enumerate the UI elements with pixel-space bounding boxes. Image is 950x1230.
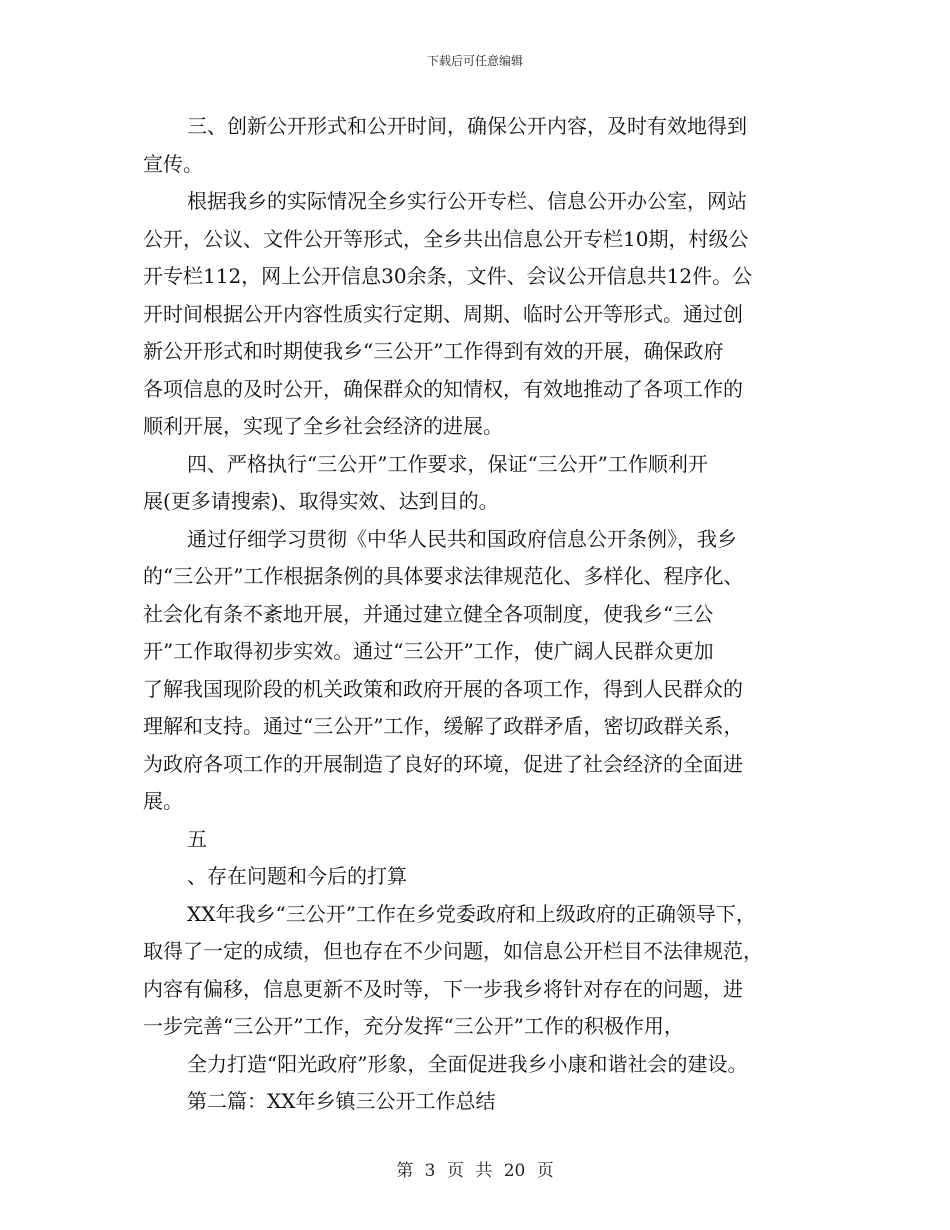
text-line: 通过仔细学习贯彻《中华人民共和国政府信息公开条例》，我乡	[187, 526, 737, 551]
text-line: 五	[187, 826, 207, 851]
text-line: 的“三公开”工作根据条例的具体要求法律规范化、多样化、程序化、	[143, 564, 744, 588]
text-line: 各项信息的及时公开，确保群众的知情权，有效地推动了各项工作的	[143, 376, 743, 401]
text-line: 了解我国现阶段的机关政策和政府开展的各项工作，得到人民群众的	[143, 676, 743, 701]
text-line: 三、创新公开形式和公开时间，确保公开内容，及时有效地得到	[187, 114, 747, 138]
page-footer: 第 3 页 共 20 页	[396, 1161, 554, 1181]
page-header: 下载后可任意编辑	[426, 54, 523, 68]
text-line: XX年我乡“三公开”工作在乡党委政府和上级政府的正确领导下，	[187, 901, 756, 926]
text-line: 展(更多请搜索)、取得实效、达到目的。	[143, 489, 499, 513]
document-body	[143, 108, 811, 1121]
text-line: 、存在问题和今后的打算	[187, 864, 407, 888]
text-line: 开专栏112，网上公开信息30余条，文件、会议公开信息共12件。公	[143, 264, 753, 288]
text-line: 新公开形式和时期使我乡“三公开”工作得到有效的开展，确保政府	[143, 339, 724, 363]
text-line: 取得了一定的成绩，但也存在不少问题，如信息公开栏目不法律规范，	[143, 939, 763, 963]
text-line: 全力打造“阳光政府”形象，全面促进我乡小康和谐社会的建设。	[187, 1051, 748, 1076]
text-line: 根据我乡的实际情况全乡实行公开专栏、信息公开办公室，网站	[187, 189, 747, 213]
text-line: 顺利开展，实现了全乡社会经济的进展。	[143, 414, 503, 438]
text-line: 社会化有条不紊地开展，并通过建立健全各项制度，使我乡“三公	[143, 601, 714, 626]
text-line: 开时间根据公开内容性质实行定期、周期、临时公开等形式。通过创	[143, 301, 743, 326]
text-line: 理解和支持。通过“三公开”工作，缓解了政群矛盾，密切政群关系，	[143, 714, 744, 738]
text-line: 宣传。	[143, 151, 203, 176]
text-line: 四、严格执行“三公开”工作要求，保证“三公开”工作顺利开	[187, 451, 708, 476]
text-line: 展。	[143, 789, 183, 813]
text-line: 一步完善“三公开”工作，充分发挥“三公开”工作的积极作用，	[143, 1014, 684, 1038]
text-line: 内容有偏移，信息更新不及时等，下一步我乡将针对存在的问题，进	[143, 976, 743, 1001]
text-line: 公开，公议、文件公开等形式，全乡共出信息公开专栏10期，村级公	[143, 226, 749, 251]
text-line: 开”工作取得初步实效。通过“三公开”工作，使广阔人民群众更加	[143, 639, 714, 663]
text-line: 第二篇：XX年乡镇三公开工作总结	[187, 1089, 496, 1113]
text-line: 为政府各项工作的开展制造了良好的环境，促进了社会经济的全面进	[143, 751, 743, 776]
